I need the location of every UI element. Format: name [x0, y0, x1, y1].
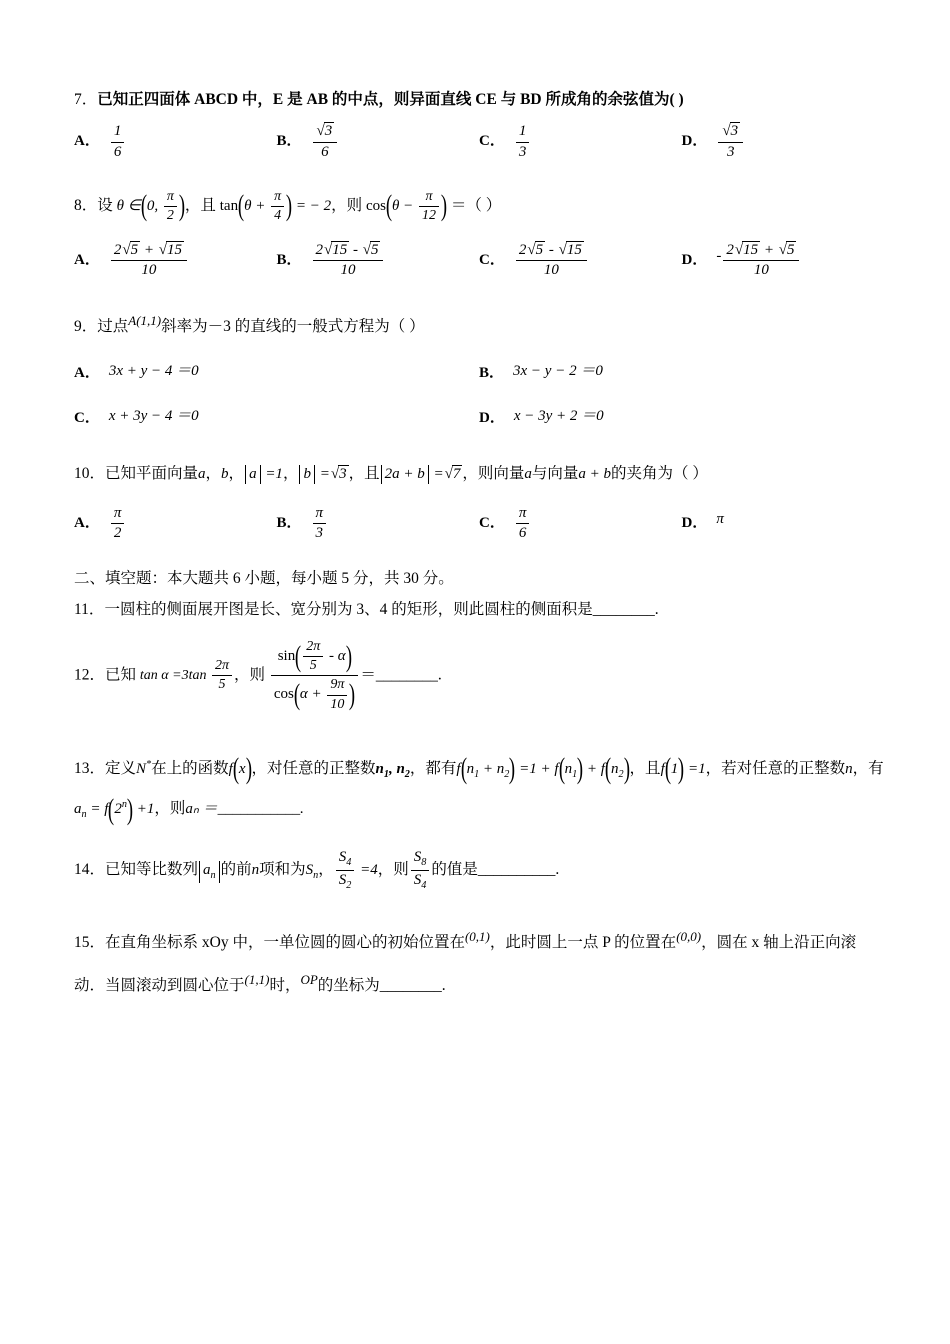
option-8-a-label: A． [74, 251, 100, 268]
question-10-vector-ab: a + b [578, 465, 611, 482]
option-7-d-value: $\frac{√3}{3}$ [718, 123, 743, 161]
option-8-d-value: $\frac{2√15 + √5}{10}$ [723, 242, 799, 280]
question-9-text [74, 311, 884, 338]
question-11-text: 一圆柱的侧面展开图是长、宽分别为 3、4 的矩形，则此圆柱的侧面积是________. [104, 601, 659, 619]
question-8-lead: 设 [97, 196, 113, 214]
option-8-d[interactable] [682, 242, 885, 280]
question-14-ratio-2: $\frac{S_8}{S_4}$ [409, 849, 432, 891]
option-9-d-label: D． [479, 409, 505, 426]
option-9-b-label: B． [479, 364, 505, 381]
option-8-a[interactable] [74, 242, 277, 280]
question-9-options-row1 [74, 355, 884, 382]
question-13-p10: ，若对任意的正整数 [705, 759, 846, 777]
option-7-b-value: $\frac{√3}{6}$ [313, 123, 338, 161]
question-13-number: 13． [74, 759, 106, 777]
question-14-sn: $S_n$ [305, 862, 319, 882]
question-9-point: A(1,1) [128, 313, 162, 329]
question-10-cond-3: 2a + b =√7 [380, 460, 463, 489]
question-8-joiner-2: ，则 [331, 196, 363, 214]
question-15-number: 15． [74, 933, 106, 951]
question-15-p0: 在直角坐标系 xOy 中，一单位圆的圆心的初始位置在 [105, 933, 465, 951]
option-10-d-label: D． [681, 514, 708, 531]
option-9-b[interactable] [479, 355, 884, 382]
question-14-p6: ， [318, 861, 334, 879]
question-11-number: 11． [74, 601, 105, 619]
option-9-a-label: A． [74, 364, 100, 381]
question-14-number: 14． [74, 861, 106, 879]
question-13-n: n [845, 760, 853, 777]
question-10-vector-b: b [221, 465, 229, 482]
question-13-p14: ，则 [154, 799, 186, 817]
option-7-c-label: C． [479, 133, 505, 150]
question-10-options [74, 505, 884, 543]
option-8-a-value: $\frac{2√5 + √15}{10}$ [111, 242, 187, 280]
option-7-a-label: A． [74, 133, 100, 150]
option-10-b[interactable] [277, 505, 480, 543]
question-13 [74, 749, 884, 830]
option-10-c[interactable] [479, 505, 682, 543]
question-8-joiner-1: ，且 [184, 196, 216, 214]
question-12-expression: sin( $\frac{2\pi}{5}$ - α) cos(α + $\frac{9\pi}{10}$ ) [269, 639, 361, 712]
question-10-cond-2: b =√3 [298, 460, 348, 489]
question-8-tail: ＝（ ） [450, 196, 502, 214]
question-10-t14: 的夹角为（ ） [610, 464, 708, 482]
question-13-p12: ，有 [852, 759, 884, 777]
option-7-b-label: B． [276, 133, 302, 150]
question-14-sequence: $a_n$ [198, 854, 221, 887]
option-9-d-value: x − 3y + 2 ＝0 [513, 407, 604, 424]
option-9-b-value: 3x − y − 2 ＝0 [513, 362, 603, 379]
question-9 [74, 311, 884, 426]
option-8-c[interactable] [479, 242, 682, 280]
question-10-t0: 已知平面向量 [105, 464, 199, 482]
question-13-p4: ，对任意的正整数 [251, 759, 376, 777]
question-11 [74, 598, 884, 621]
option-7-a-value: $\frac{1}{6}$ [111, 123, 125, 161]
question-15-p4: ，圆在 x 轴上沿正向滚动．当圆滚动到圆心位于 [74, 933, 857, 995]
question-14-p4: 项和为 [259, 861, 306, 879]
question-9-body: 斜率为－3 的直线的一般式方程为（ ） [161, 318, 425, 336]
question-8-text [74, 189, 884, 224]
question-15-point-p: (0,0) [676, 928, 702, 944]
option-10-b-label: B． [276, 514, 302, 531]
option-7-c[interactable] [479, 123, 682, 161]
option-10-a-label: A． [74, 514, 100, 531]
option-8-c-value: $\frac{2√5 - √15}{10}$ [516, 242, 587, 280]
option-9-a-value: 3x + y − 4 ＝0 [108, 362, 199, 379]
question-15-p8: 的坐标为________. [317, 977, 446, 995]
question-7-text [74, 88, 884, 111]
question-12-tail: ＝________. [360, 666, 442, 684]
question-8-number: 8． [74, 196, 98, 214]
question-15-op: OP [300, 972, 318, 988]
question-15-center-initial: (0,1) [464, 928, 490, 944]
question-14-p2: 的前 [220, 861, 252, 879]
question-13-integers: $n_1$, $n_2$ [375, 760, 410, 780]
question-9-number: 9． [74, 318, 98, 336]
question-12-lead: 已知 [105, 666, 137, 684]
question-10-t8: ，且 [348, 464, 380, 482]
question-14-p8: ，则 [377, 861, 409, 879]
question-15-p2: ，此时圆上一点 P 的位置在 [489, 933, 677, 951]
option-7-c-value: $\frac{1}{3}$ [516, 123, 530, 161]
option-10-d-value: π [716, 510, 724, 527]
question-10 [74, 459, 884, 542]
question-13-domain: N* [136, 758, 152, 777]
option-8-b[interactable] [277, 242, 480, 280]
page-content [74, 88, 884, 1009]
question-8-condition-3: cos(θ − $\frac{\pi}{12}$ ) [365, 188, 448, 223]
option-7-d[interactable] [682, 123, 885, 161]
question-13-p8: ，且 [629, 759, 661, 777]
question-7-number: 7． [74, 91, 98, 108]
option-9-d[interactable] [479, 400, 884, 427]
option-7-d-label: D． [681, 133, 708, 150]
question-8-condition-1: θ ∈(0, $\frac{\pi}{2}$ ) [116, 188, 185, 223]
question-10-t12: 与向量 [531, 464, 579, 482]
question-9-options-row2 [74, 400, 884, 427]
question-10-vector-a2: a [524, 465, 532, 482]
question-10-t10: ，则向量 [462, 464, 525, 482]
option-9-c-label: C． [74, 409, 100, 426]
option-10-a-value: $\frac{\pi}{2}$ [111, 505, 125, 543]
question-13-answer-blank: aₙ ＝___________. [185, 800, 304, 817]
option-10-c-label: C． [479, 514, 505, 531]
question-14-ratio-1: $\frac{S_4}{S_2}$ =4 [334, 849, 378, 891]
question-7 [74, 88, 884, 161]
question-13-p0: 定义 [105, 759, 137, 777]
option-7-b[interactable] [277, 123, 480, 161]
question-7-options [74, 123, 884, 161]
question-12 [74, 639, 884, 712]
question-10-cond-1: a =1 [244, 460, 283, 489]
question-13-f1: f(1) =1 [660, 752, 706, 786]
question-15-p6: 时， [269, 977, 301, 995]
question-12-joiner: ，则 [234, 666, 266, 684]
option-9-c-value: x + 3y − 4 ＝0 [108, 407, 199, 424]
option-9-c[interactable] [74, 400, 479, 427]
question-10-t2: ， [205, 464, 222, 482]
question-8-condition-2: tan(θ + $\frac{\pi}{4}$ ) = − 2 [219, 188, 332, 223]
option-8-d-label: D． [681, 251, 708, 268]
question-10-number: 10． [74, 464, 106, 482]
question-13-p6: ，都有 [409, 759, 457, 777]
question-15-center-final: (1,1) [244, 972, 270, 988]
option-8-c-label: C． [479, 251, 505, 268]
question-13-relation: $f(n_1 + n_2) =1 + f(n_1) + f(n_2)$ [456, 752, 630, 786]
option-8-b-value: $\frac{2√15 - √5}{10}$ [313, 242, 384, 280]
option-10-b-value: $\frac{\pi}{3}$ [313, 505, 327, 543]
question-10-t6: ， [282, 464, 299, 482]
option-7-a[interactable] [74, 123, 277, 161]
option-10-a[interactable] [74, 505, 277, 543]
option-9-a[interactable] [74, 355, 479, 382]
question-8-options [74, 242, 884, 280]
question-14-p10: 的值是__________. [431, 861, 560, 879]
question-9-lead: 过点 [97, 318, 129, 336]
question-14-n: n [251, 862, 260, 879]
option-8-b-label: B． [276, 251, 302, 268]
option-8-d-sign: - [716, 247, 722, 264]
question-14-p0: 已知等比数列 [105, 861, 199, 879]
question-7-body: 已知正四面体 ABCD 中，E 是 AB 的中点，则异面直线 CE 与 BD 所成角的余弦值为( ) [97, 91, 684, 108]
option-10-d[interactable] [682, 505, 885, 532]
question-14 [74, 849, 884, 891]
question-10-vector-a: a [198, 465, 206, 482]
option-10-c-value: $\frac{\pi}{6}$ [516, 505, 530, 543]
question-10-t4: ， [228, 464, 245, 482]
section-2-heading: 二、填空题：本大题共 6 小题，每小题 5 分，共 30 分。 [74, 570, 454, 588]
question-12-condition: tan α =3tan $\frac{2\pi}{5}$ [140, 658, 234, 693]
question-13-an-def: $a_n = f(2^n) +1$ [74, 792, 155, 826]
question-15 [74, 920, 884, 1007]
question-10-text [74, 459, 884, 489]
question-13-function: f(x) [228, 752, 252, 786]
question-13-p2: 在上的函数 [151, 759, 229, 777]
question-12-number: 12． [74, 666, 106, 684]
question-8 [74, 189, 884, 280]
